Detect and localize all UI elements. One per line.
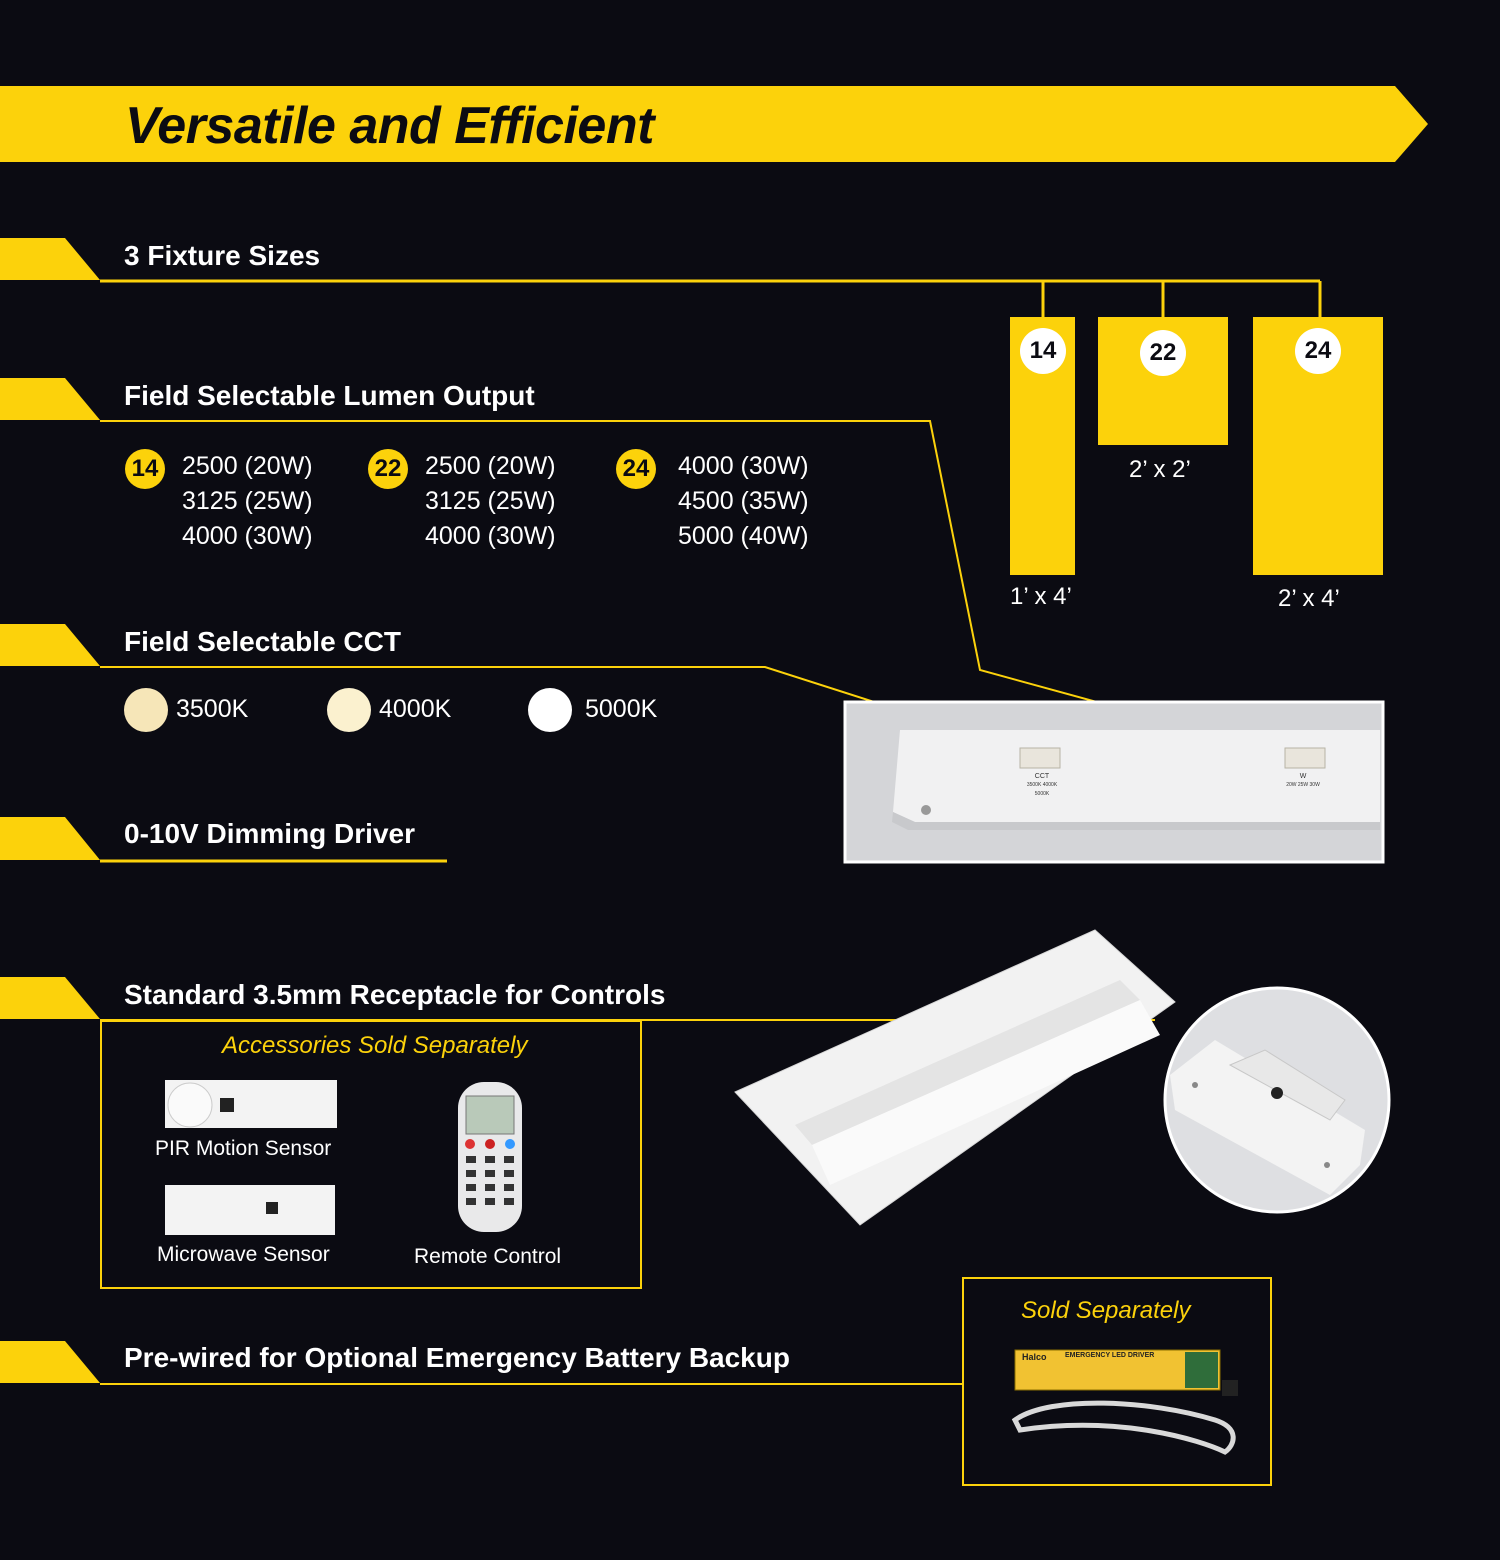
lumen-value: 4000 (30W) (182, 522, 313, 550)
fixture-14-size: 1’ x 4’ (1010, 583, 1072, 610)
cct-5000k-swatch (528, 688, 572, 732)
remote-control-label: Remote Control (414, 1245, 562, 1268)
lumen-value: 3125 (25W) (182, 487, 313, 515)
page-title: Versatile and Efficient (125, 97, 654, 155)
remote-control-photo (458, 1082, 522, 1232)
cct-switch-label: CCT 3500K 4000K 5000K (1026, 773, 1058, 797)
cct-3500k-label: 3500K (176, 695, 249, 723)
lumen-value: 4500 (35W) (678, 487, 809, 515)
lumen-value: 2500 (20W) (182, 452, 313, 480)
lumen-output-heading: Field Selectable Lumen Output (124, 380, 535, 411)
lumen-value: 5000 (40W) (678, 522, 809, 550)
lumen-value: 4000 (30W) (678, 452, 809, 480)
cct-4000k-label: 4000K (379, 695, 452, 723)
lumen-14-badge: 14 (125, 449, 165, 489)
dimming-heading: 0-10V Dimming Driver (124, 818, 415, 849)
watt-switch-label: W 20W 25W 30W (1286, 773, 1320, 788)
receptacle-heading: Standard 3.5mm Receptacle for Controls (124, 979, 666, 1010)
microwave-sensor-photo (165, 1185, 335, 1235)
cct-5000k-label: 5000K (585, 695, 658, 723)
lumen-24-list (678, 449, 809, 554)
troffer-photo (735, 930, 1175, 1225)
fixture-22-size: 2’ x 2’ (1129, 456, 1191, 483)
pir-sensor-photo (165, 1080, 337, 1128)
pir-sensor-label: PIR Motion Sensor (155, 1137, 332, 1160)
fixture-24-size: 2’ x 4’ (1278, 585, 1340, 612)
fixture-sizes-heading: 3 Fixture Sizes (124, 240, 321, 271)
emergency-box-title: Sold Separately (1021, 1297, 1191, 1324)
lumen-value: 2500 (20W) (425, 452, 556, 480)
lumen-value: 3125 (25W) (425, 487, 556, 515)
cct-heading: Field Selectable CCT (124, 626, 401, 657)
cct-3500k-swatch (124, 688, 168, 732)
microwave-sensor-label: Microwave Sensor (157, 1243, 330, 1266)
accessories-title: Accessories Sold Separately (222, 1032, 528, 1059)
lumen-value: 4000 (30W) (425, 522, 556, 550)
fixture-14-badge: 14 (1020, 328, 1066, 374)
lumen-14-list (182, 449, 313, 554)
emergency-driver-photo (1015, 1350, 1238, 1452)
cct-4000k-swatch (327, 688, 371, 732)
fixture-22-badge: 22 (1140, 330, 1186, 376)
receptacle-zoom-photo (1165, 988, 1389, 1212)
emergency-driver-brand: Halco (1022, 1352, 1047, 1362)
lumen-24-badge: 24 (616, 449, 656, 489)
fixture-24-badge: 24 (1295, 328, 1341, 374)
lumen-22-badge: 22 (368, 449, 408, 489)
lumen-22-list (425, 449, 556, 554)
emergency-driver-product-label: EMERGENCY LED DRIVER (1065, 1352, 1155, 1359)
emergency-heading: Pre-wired for Optional Emergency Battery Backup (124, 1342, 790, 1373)
